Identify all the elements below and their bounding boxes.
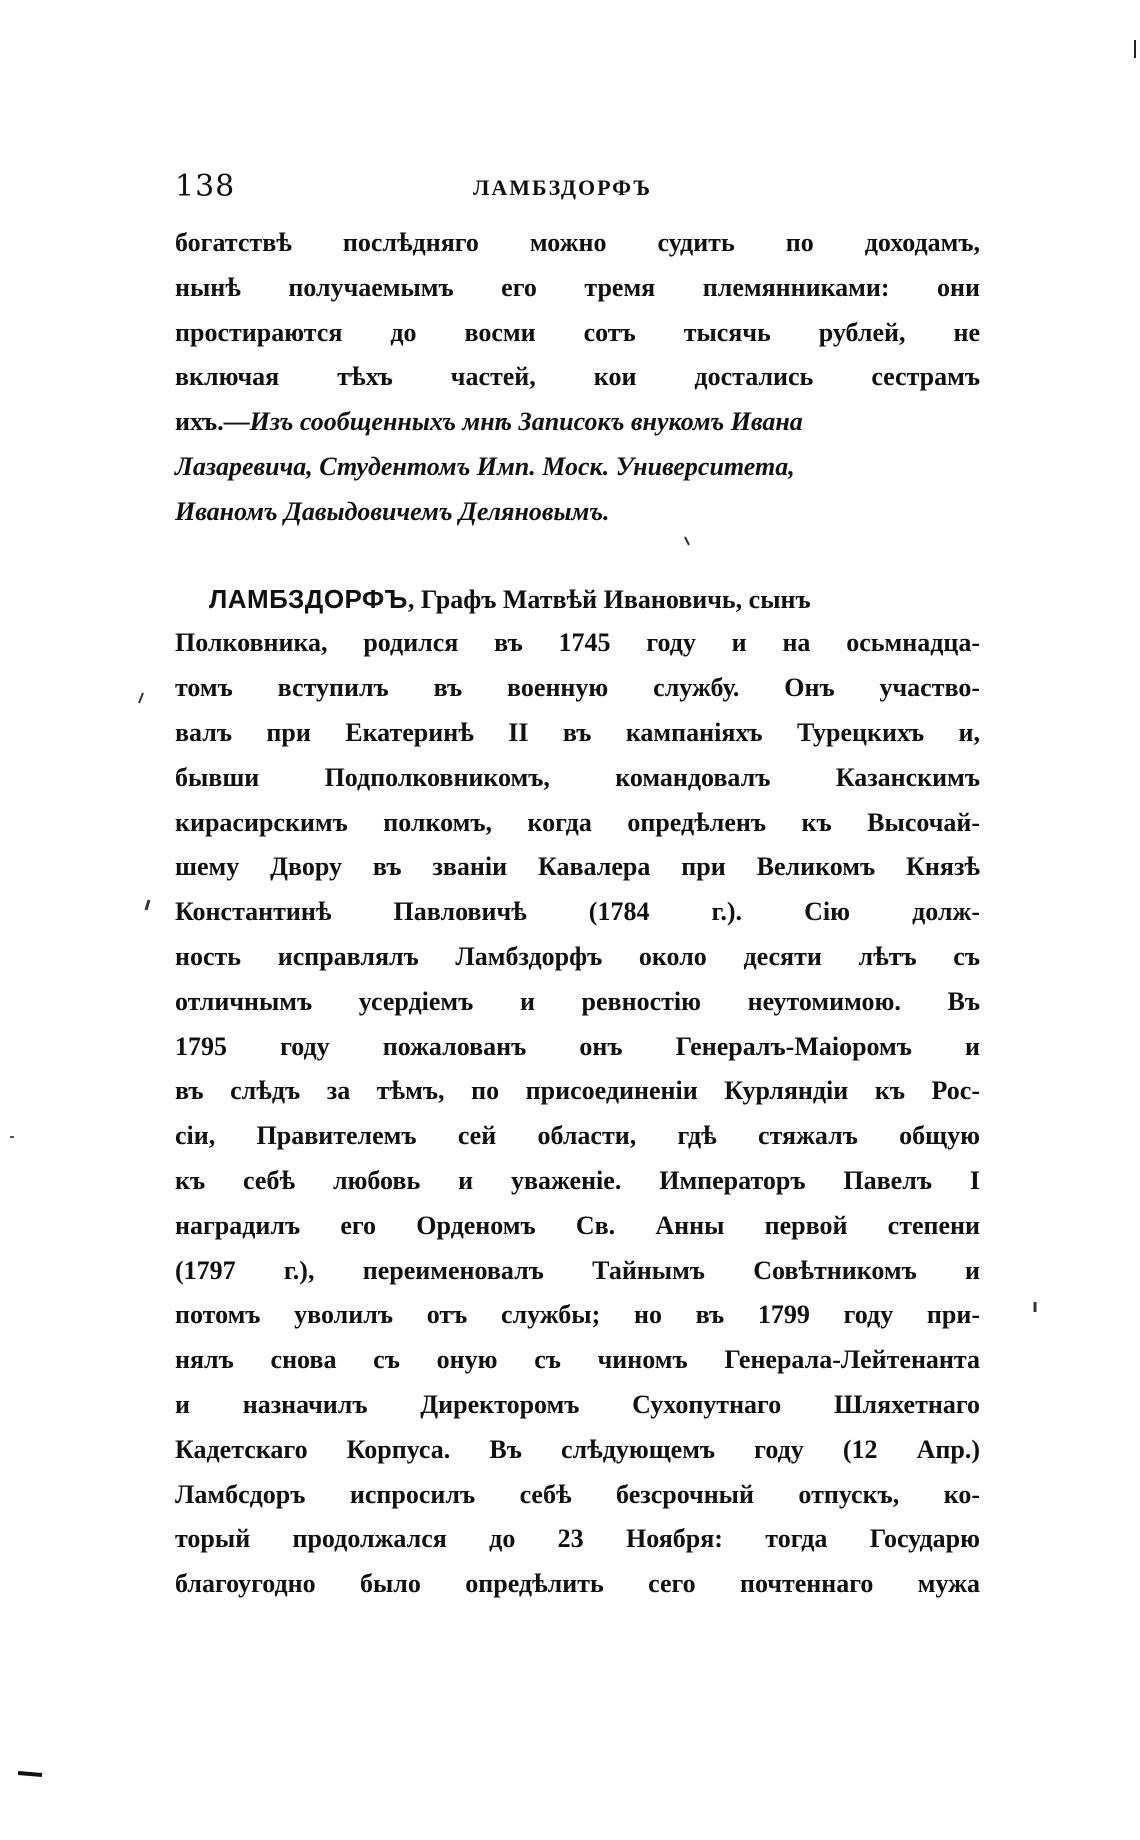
source-citation: Изъ сообщенныхъ мнѣ Записокъ внукомъ Ивана <box>249 407 803 437</box>
text-line: нялъ снова съ оную съ чиномъ Генерала-Лейтенанта <box>175 1345 980 1375</box>
paragraph-gap <box>175 535 980 577</box>
text-line: (1797 г.), переименовалъ Тайнымъ Совѣтникомъ и <box>175 1255 980 1285</box>
entry-heading: ЛАМБЗДОРФЪ <box>209 583 408 614</box>
text-line: къ себѣ любовь и уваженіе. Императоръ Павелъ I <box>175 1165 980 1195</box>
text-line: нынѣ получаемымъ его тремя племянниками: они <box>175 272 980 302</box>
margin-tick <box>146 900 149 910</box>
text-line: валъ при Екатеринѣ II въ кампаніяхъ Турецкихъ и, <box>175 717 980 747</box>
text-line: благоугодно было опредѣлить сего почтеннаго мужа <box>175 1569 980 1599</box>
text-segment: , Графъ Матвѣй Ивановичь, сынъ <box>407 584 811 614</box>
page-header <box>175 165 980 215</box>
text-line: Ламбсдоръ испросилъ себѣ безсрочный отпускъ, ко- <box>175 1479 980 1509</box>
entry-paragraph <box>175 577 980 1607</box>
text-line: томъ вступилъ въ военную службу. Онъ участво- <box>175 673 980 703</box>
text-line: простираются до восми сотъ тысячь рублей, не <box>175 317 980 347</box>
text-line: богатствѣ послѣдняго можно судить по доходамъ, <box>175 228 980 257</box>
text-line: шему Двору въ званіи Кавалера при Великомъ Князѣ <box>175 852 980 882</box>
margin-tick <box>139 693 143 703</box>
text-line: въ слѣдъ за тѣмъ, по присоединеніи Курляндіи къ Рос- <box>175 1076 980 1106</box>
text-segment: ихъ.— <box>175 407 250 437</box>
text-line: Константинѣ Павловичѣ (1784 г.). Сію долж- <box>175 897 980 927</box>
source-citation-line: Иваномъ Давыдовичемъ Деляновымъ. <box>175 496 610 526</box>
text-line: включая тѣхъ частей, кои достались сестрамъ <box>175 362 980 392</box>
text-line: сіи, Правителемъ сей области, гдѣ стяжалъ общую <box>175 1121 980 1151</box>
text-line: торый продолжался до 23 Ноября: тогда Государю <box>175 1524 980 1554</box>
text-line <box>175 400 980 445</box>
text-line: и назначилъ Директоромъ Сухопутнаго Шляхетнаго <box>175 1389 980 1419</box>
continuation-paragraph <box>175 221 980 535</box>
running-head: ЛАМБЗДОРФЪ <box>473 175 652 200</box>
entry-first-line <box>175 577 980 622</box>
source-citation-line: Лазаревича, Студентомъ Имп. Моск. Университета, <box>175 451 795 481</box>
page-body <box>175 165 980 1607</box>
text-line: Кадетскаго Корпуса. Въ слѣдующемъ году (12 Апр.) <box>175 1434 980 1464</box>
text-line: Полковника, родился въ 1745 году и на осьмнадца- <box>175 628 980 658</box>
text-line: отличнымъ усердіемъ и ревностію неутомимою. Въ <box>175 986 980 1016</box>
text-line: кирасирскимъ полкомъ, когда опредѣленъ къ Высочай- <box>175 807 980 837</box>
margin-tick <box>18 1773 42 1775</box>
page-number: 138 <box>175 169 236 204</box>
text-line: бывши Подполковникомъ, командовалъ Казанскимъ <box>175 762 980 792</box>
text-line: ность исправлялъ Ламбздорфъ около десяти лѣтъ съ <box>175 941 980 971</box>
text-line: потомъ уволилъ отъ службы; но въ 1799 году при- <box>175 1300 980 1330</box>
text-line: 1795 году пожалованъ онъ Генералъ-Маіоромъ и <box>175 1031 980 1061</box>
text-line: наградилъ его Орденомъ Св. Анны первой степени <box>175 1210 980 1240</box>
